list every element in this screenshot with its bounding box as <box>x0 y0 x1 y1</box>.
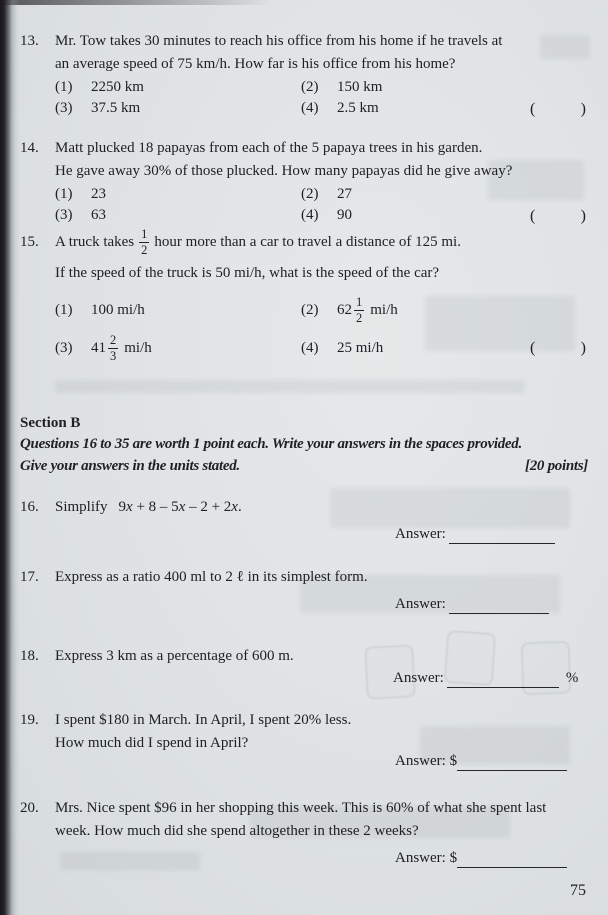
question-19-line-1: I spent $180 in March. In April, I spent 20% less. <box>55 712 352 728</box>
question-14-line-1: Matt plucked 18 papayas from each of the 5 papaya trees in his garden. <box>55 140 483 156</box>
question-15-answer-bracket[interactable] <box>530 337 586 360</box>
question-15-line-2: If the speed of the truck is 50 mi/h, what is the speed of the car? <box>55 265 440 281</box>
option-value: 2.5 km <box>337 100 379 116</box>
question-18-text: Express 3 km as a percentage of 600 m. <box>55 648 294 664</box>
question-14-options-row-2 <box>55 205 598 226</box>
fraction-denominator: 2 <box>141 242 148 257</box>
bracket-close: ) <box>580 207 586 224</box>
question-19-line-2: How much did I spend in April? <box>55 735 249 751</box>
question-16-answer <box>395 525 555 544</box>
option-value: 27 <box>337 186 352 202</box>
option-label: (3) <box>55 100 73 116</box>
question-13-options-row-2 <box>55 98 598 119</box>
page-number: 75 <box>570 882 586 899</box>
option-whole-number: 41 <box>91 339 106 356</box>
bracket-open: ( <box>530 339 536 357</box>
option-label: (3) <box>55 339 73 356</box>
answer-label: Answer: $ <box>395 753 458 769</box>
question-20-answer <box>395 849 567 868</box>
bracket-open: ( <box>530 100 536 117</box>
option-whole-number: 62 <box>337 301 352 318</box>
question-13 <box>20 30 598 119</box>
option-value: 2250 km <box>91 79 144 95</box>
question-16 <box>20 496 598 519</box>
option-label: (4) <box>301 207 319 223</box>
question-18-number: 18. <box>20 648 39 664</box>
fraction-one-half <box>354 295 364 325</box>
question-15-number: 15. <box>20 234 39 250</box>
question-14 <box>20 137 598 226</box>
bracket-close: ) <box>580 339 586 357</box>
question-20-number: 20. <box>20 800 39 816</box>
section-b-title: Section B <box>20 415 81 431</box>
question-16-expression: 9x + 8 – 5x – 2 + 2x. <box>118 499 242 515</box>
question-19-answer-blank[interactable] <box>457 753 567 771</box>
option-value: 25 mi/h <box>337 339 384 356</box>
question-15-options-row-1 <box>55 291 598 329</box>
question-20-answer-blank[interactable] <box>457 850 567 868</box>
question-15-line-1-pre: A truck takes <box>55 233 135 250</box>
question-17-answer-blank[interactable] <box>449 596 549 614</box>
question-19-answer <box>395 752 567 771</box>
option-value: 90 <box>337 207 352 223</box>
question-13-line-2: an average speed of 75 km/h. How far is his office from his home? <box>55 56 456 72</box>
answer-label: Answer: <box>395 526 446 542</box>
question-16-number: 16. <box>20 499 39 515</box>
option-value: 150 km <box>337 79 383 95</box>
fraction-two-thirds <box>108 333 118 363</box>
scan-edge-top <box>0 0 274 5</box>
question-15 <box>20 224 598 367</box>
bracket-open: ( <box>530 207 536 224</box>
bleedthrough-smudge <box>60 852 200 870</box>
question-17 <box>20 566 598 589</box>
bracket-close: ) <box>580 100 586 117</box>
fraction-numerator: 1 <box>356 295 363 310</box>
option-label: (1) <box>55 79 73 95</box>
question-13-number: 13. <box>20 33 39 49</box>
question-15-line-1 <box>55 224 598 260</box>
question-18-answer-blank[interactable] <box>447 670 559 688</box>
option-unit: mi/h <box>370 301 398 318</box>
option-value: 23 <box>91 186 106 202</box>
question-18-answer <box>393 669 578 688</box>
fraction-denominator: 3 <box>110 348 117 363</box>
answer-label: Answer: <box>395 596 446 612</box>
fraction-one-half <box>139 227 149 257</box>
question-14-options-row-1 <box>55 184 598 205</box>
answer-unit: % <box>565 670 579 686</box>
question-19 <box>20 709 598 755</box>
question-14-line-2: He gave away 30% of those plucked. How many papayas did he give away? <box>55 163 513 179</box>
option-label: (2) <box>301 186 319 202</box>
fraction-numerator: 1 <box>141 227 148 242</box>
option-label: (3) <box>55 207 73 223</box>
option-label: (1) <box>55 186 73 202</box>
option-label: (4) <box>301 339 319 356</box>
section-b-instruction-1: Questions 16 to 35 are worth 1 point each. Write your answers in the spaces provided. <box>20 436 522 452</box>
question-15-line-1-post: hour more than a car to travel a distance of 125 mi. <box>154 233 461 250</box>
question-18 <box>20 645 598 668</box>
option-label: (2) <box>301 301 319 318</box>
question-16-answer-blank[interactable] <box>449 526 555 544</box>
section-b-instruction-2: Give your answers in the units stated. <box>20 457 240 474</box>
section-b-heading <box>20 412 588 477</box>
question-17-text: Express as a ratio 400 ml to 2 ℓ in its simplest form. <box>55 569 368 585</box>
question-17-number: 17. <box>20 569 39 585</box>
question-13-options-row-1 <box>55 77 598 98</box>
question-15-options-row-2 <box>55 329 598 367</box>
question-14-number: 14. <box>20 140 39 156</box>
question-13-answer-bracket[interactable] <box>530 97 586 120</box>
option-label: (1) <box>55 301 73 318</box>
option-value <box>91 333 301 363</box>
answer-label: Answer: <box>393 670 444 686</box>
scan-edge-left <box>0 0 20 915</box>
section-b-points: [20 points] <box>525 457 588 474</box>
question-16-prefix: Simplify <box>55 499 108 515</box>
question-20 <box>20 797 598 843</box>
option-unit: mi/h <box>124 339 152 356</box>
question-20-line-1: Mrs. Nice spent $96 in her shopping this week. This is 60% of what she spent last <box>55 800 547 816</box>
answer-label: Answer: $ <box>395 850 458 866</box>
question-19-number: 19. <box>20 712 39 728</box>
option-value: 37.5 km <box>91 100 141 116</box>
option-value: 63 <box>91 207 106 223</box>
option-value <box>337 295 398 325</box>
question-17-answer <box>395 595 549 614</box>
option-label: (2) <box>301 79 319 95</box>
question-13-line-1: Mr. Tow takes 30 minutes to reach his office from his home if he travels at <box>55 33 503 49</box>
question-20-line-2: week. How much did she spend altogether in these 2 weeks? <box>55 823 419 839</box>
fraction-numerator: 2 <box>110 333 117 348</box>
fraction-denominator: 2 <box>356 310 363 325</box>
option-label: (4) <box>301 100 319 116</box>
bleedthrough-smudge <box>55 380 525 393</box>
option-value: 100 mi/h <box>91 301 145 318</box>
